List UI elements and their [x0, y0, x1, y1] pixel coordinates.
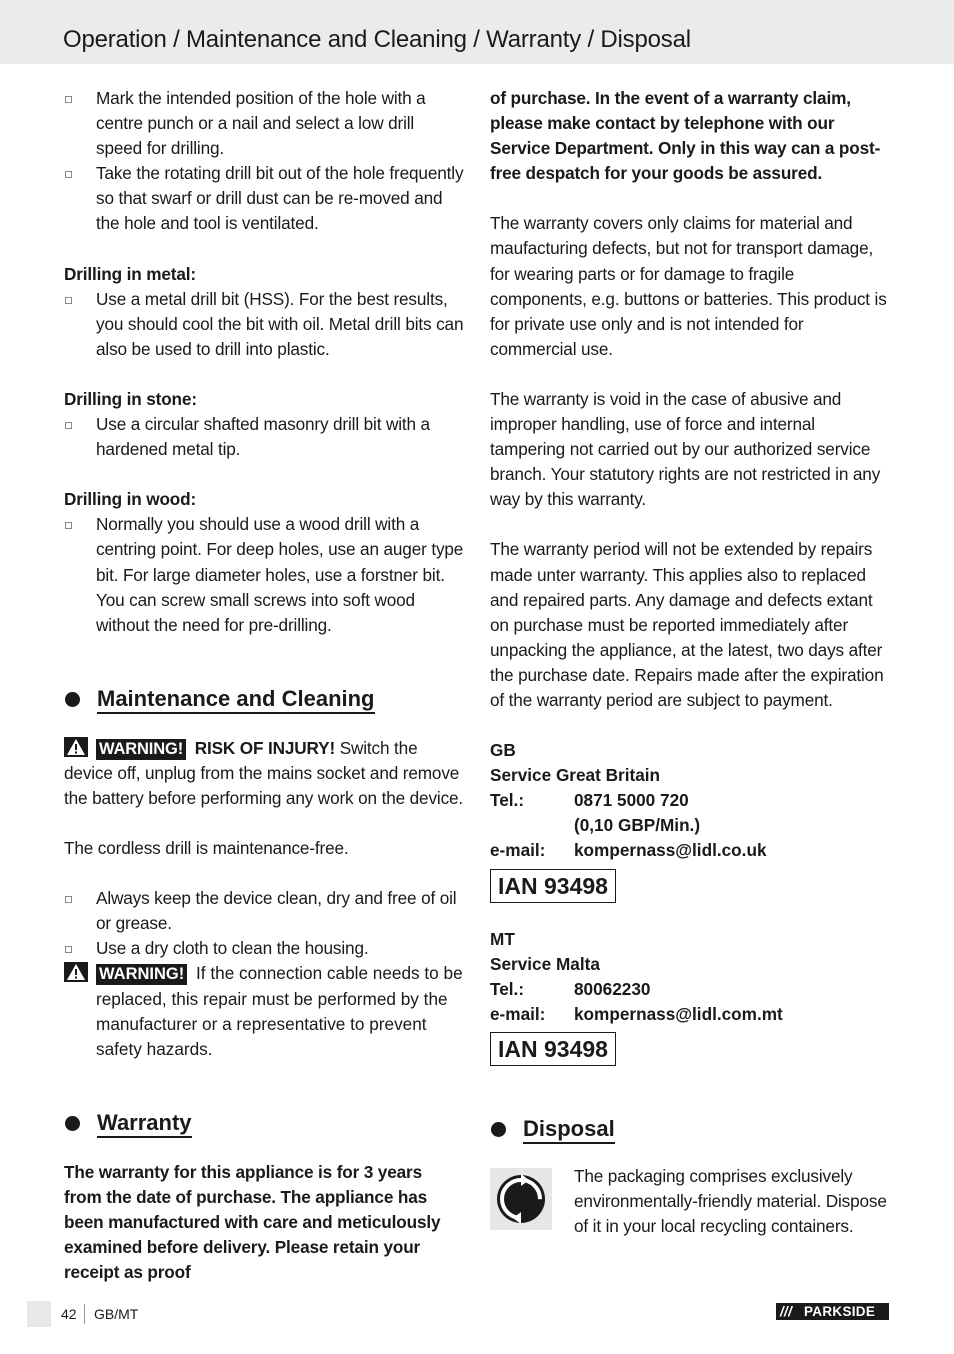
section-dot-icon	[65, 1116, 80, 1131]
service-name: Service Malta	[490, 953, 600, 974]
language-code: GB/MT	[94, 1306, 139, 1322]
warranty-paragraph: The warranty period will not be extended by repairs made unter warranty. This applies also to replaced and repaired parts. Any damage and defects extant on purchase must be reported immediately after unpacking the appliance, at the latest, two days after the purchase date. Repairs made after the expiration of the warranty period are subject to payment.	[490, 539, 884, 710]
drilling-metal-heading: Drilling in metal:	[64, 263, 196, 284]
bullet-square-icon	[65, 522, 72, 529]
ian-box: IAN 93498	[490, 1032, 616, 1066]
disposal-section-title: Disposal	[490, 1114, 890, 1144]
page-header	[0, 0, 954, 64]
warning-triangle-icon	[64, 962, 88, 982]
service-mt: MT Service Malta Tel.: 80062230 e-mail: kompernass@lidl.com.mt IAN 93498	[490, 927, 890, 1066]
bullet-square-icon	[65, 96, 72, 103]
right-column	[490, 86, 890, 1239]
bullet-square-icon	[65, 171, 72, 178]
disposal-text: The packaging comprises exclusively environmentally-friendly material. Dispose of it in your local recycling containers.	[574, 1165, 887, 1237]
warning-label: WARNING!	[96, 739, 186, 760]
country-code: MT	[490, 928, 515, 949]
warning-label: WARNING!	[96, 964, 187, 985]
service-name: Service Great Britain	[490, 765, 661, 786]
maintenance-free-text: The cordless drill is maintenance-free.	[64, 838, 349, 859]
parkside-logo: /// PARKSIDE	[776, 1303, 889, 1320]
footer-divider	[84, 1304, 85, 1324]
warranty-section-title: Warranty	[64, 1108, 464, 1138]
maintenance-warning: WARNING! RISK OF INJURY! Switch the device off, unplug from the mains socket and remove the battery before performing any work on the device.	[64, 737, 464, 808]
country-code: GB	[490, 740, 516, 761]
list-item: Mark the intended position of the hole with a centre punch or a nail and select a low drill speed for drilling.	[64, 86, 464, 161]
bullet-square-icon	[65, 297, 72, 304]
warning-triangle-icon	[64, 737, 88, 757]
bullet-square-icon	[65, 946, 72, 953]
risk-of-injury: RISK OF INJURY!	[194, 737, 336, 758]
email-address: kompernass@lidl.co.uk	[574, 840, 767, 861]
bullet-square-icon	[65, 422, 72, 429]
drilling-stone-heading: Drilling in stone:	[64, 388, 197, 409]
page-marker	[27, 1301, 51, 1327]
left-column	[64, 86, 464, 1285]
cable-warning: WARNING! If the connection cable needs to be replaced, this repair must be performed by the manufacturer or a representative to prevent safety hazards.	[64, 961, 464, 1061]
phone-rate: (0,10 GBP/Min.)	[574, 815, 701, 836]
warranty-paragraph: The warranty is void in the case of abusive and improper handling, use of force and internal tampering not carried out by our authorized service branch. Your statutory rights are not restricted in any way by this warranty.	[490, 388, 881, 510]
email-address: kompernass@lidl.com.mt	[574, 1003, 783, 1024]
ian-box: IAN 93498	[490, 869, 616, 903]
bullet-square-icon	[65, 896, 72, 903]
drilling-wood-heading: Drilling in wood:	[64, 489, 197, 510]
list-item: Use a dry cloth to clean the housing.	[64, 936, 464, 961]
list-item: Normally you should use a wood drill with a centring point. For deep holes, use an auger type bit. For large diameter holes, use a forstner bit. You can screw small screws into soft wood without the need for pre-drilling.	[64, 512, 464, 637]
warranty-bold-continued: of purchase. In the event of a warranty claim, please make contact by telephone with our Service Department. Only in this way can a post-free despatch for your goods be assured.	[490, 88, 881, 184]
list-item: Always keep the device clean, dry and free of oil or grease.	[64, 886, 464, 936]
green-dot-recycling-icon	[490, 1168, 552, 1230]
phone-number: 80062230	[574, 978, 651, 999]
list-item: Use a circular shafted masonry drill bit with a hardened metal tip.	[64, 412, 464, 462]
maintenance-section-title: Maintenance and Cleaning	[64, 684, 464, 714]
phone-number: 0871 5000 720	[574, 790, 689, 811]
service-gb: GB Service Great Britain Tel.: 0871 5000 720 (0,10 GBP/Min.) e-mail: kompernass@lidl.co.uk IAN 93498	[490, 738, 890, 902]
warranty-bold-text: The warranty for this appliance is for 3 years from the date of purchase. The appliance has been manufactured with care and meticulously examined before delivery. Please retain your receipt as proof	[64, 1161, 441, 1283]
section-dot-icon	[491, 1122, 506, 1137]
warranty-paragraph: The warranty covers only claims for material and maufacturing defects, but not for transport damage, for wearing parts or for damage to fragile components, e.g. buttons or batteries. This product is for private use only and is not intended for commercial use.	[490, 213, 887, 359]
page-number: 42	[61, 1306, 77, 1322]
list-item: Use a metal drill bit (HSS). For the best results, you should cool the bit with oil. Metal drill bits can also be used to drill into plastic.	[64, 287, 464, 362]
list-item: Take the rotating drill bit out of the hole frequently so that swarf or drill dust can be re-moved and the hole and tool is ventilated.	[64, 161, 464, 236]
page-title: Operation / Maintenance and Cleaning / Warranty / Disposal	[63, 26, 691, 53]
section-dot-icon	[65, 692, 80, 707]
